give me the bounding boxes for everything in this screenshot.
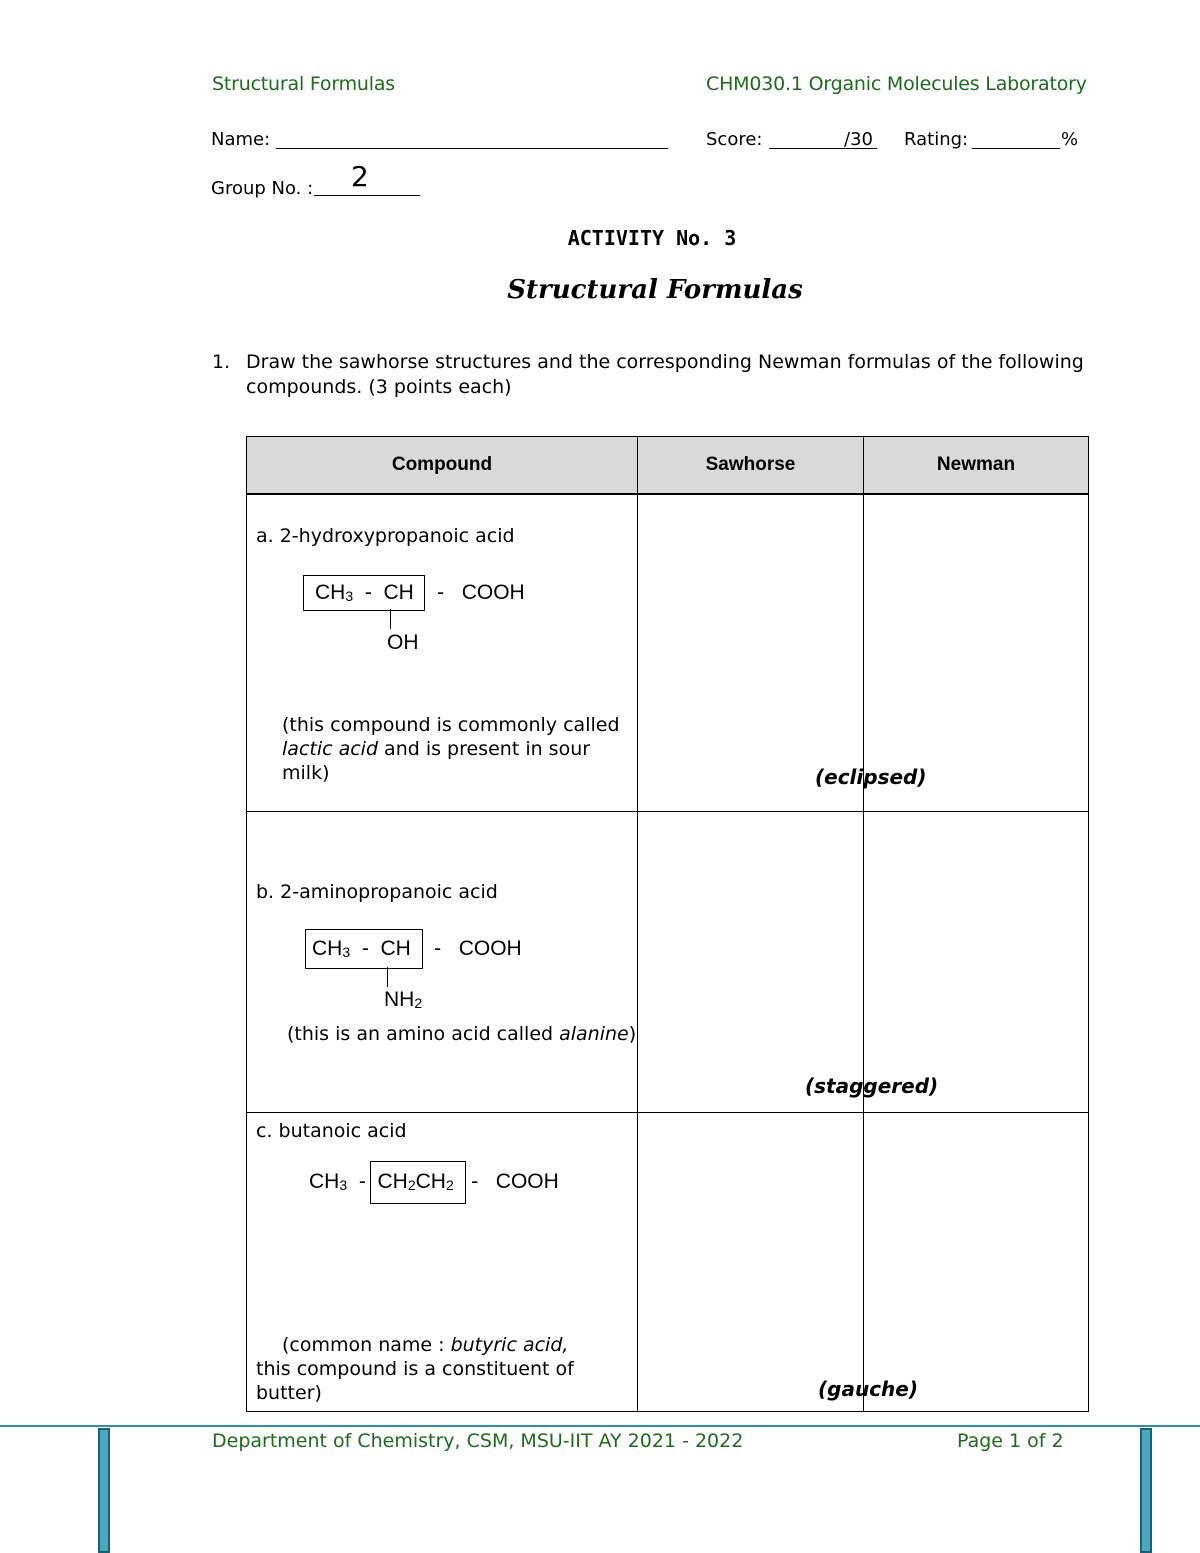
group-label: Group No. : xyxy=(211,178,314,199)
note-c xyxy=(256,1333,637,1405)
formula-branch-b xyxy=(384,988,422,1012)
formula-subscript: 2 xyxy=(445,1177,454,1193)
rating-label: Rating: xyxy=(904,129,969,150)
formula-c xyxy=(309,1170,559,1194)
header-course-topic: Structural Formulas xyxy=(212,73,395,95)
note-b xyxy=(287,1022,636,1046)
formula-cooh: COOH xyxy=(461,581,525,604)
formula-ch: CH xyxy=(383,581,414,604)
sawhorse-cell-a[interactable] xyxy=(638,494,927,812)
compound-name-c: c. butanoic acid xyxy=(256,1120,407,1142)
formula-bond: - xyxy=(471,1170,479,1193)
column-header-compound: Compound xyxy=(247,437,638,495)
formula-subscript: 3 xyxy=(342,944,351,960)
formula-ch2: CH xyxy=(415,1170,446,1193)
header-course-title: CHM030.1 Organic Molecules Laboratory xyxy=(706,73,1087,95)
formula-bond: - xyxy=(361,937,369,960)
footer-page-number: Page 1 of 2 xyxy=(957,1430,1064,1452)
sawhorse-cell-c[interactable] xyxy=(638,1113,918,1412)
formula-cooh: COOH xyxy=(495,1170,559,1193)
question-line-1: Draw the sawhorse structures and the corresponding Newman formulas of the following xyxy=(246,351,1084,373)
compound-name-a: a. 2-hydroxypropanoic acid xyxy=(256,525,515,547)
rating-percent: % xyxy=(1061,129,1079,150)
formula-branch-a: OH xyxy=(387,631,419,654)
note-a-line-1: (this compound is commonly called xyxy=(282,714,620,736)
formula-subscript: 2 xyxy=(414,995,423,1011)
name-field[interactable] xyxy=(276,148,668,149)
table-header-row xyxy=(247,437,1089,495)
table-row xyxy=(247,1113,1089,1412)
name-label: Name: xyxy=(211,129,271,150)
column-header-sawhorse: Sawhorse xyxy=(638,437,864,495)
formula-bond: - xyxy=(358,1170,366,1193)
note-c-line-2: this compound is a constituent of butter) xyxy=(256,1358,574,1404)
note-a-italic: lactic acid xyxy=(282,738,379,760)
compound-table xyxy=(246,436,1089,1412)
compound-cell-a xyxy=(247,494,638,812)
footer-pillar-right xyxy=(1140,1428,1152,1553)
note-c-pre: (common name : xyxy=(282,1334,451,1356)
table-row xyxy=(247,812,1089,1113)
note-b-post: ) xyxy=(628,1023,637,1045)
note-b-italic: alanine xyxy=(559,1023,629,1045)
newman-cell-c[interactable] xyxy=(864,1113,1089,1412)
question-line-2: compounds. (3 points each) xyxy=(246,376,512,398)
formula-ch: CH xyxy=(380,937,411,960)
conformation-label-b: (staggered) xyxy=(805,1074,939,1098)
footer-department: Department of Chemistry, CSM, MSU-IIT AY 2021 - 2022 xyxy=(212,1430,744,1452)
group-field[interactable] xyxy=(314,195,420,196)
column-header-newman: Newman xyxy=(864,437,1089,495)
note-c-line-1 xyxy=(256,1333,637,1357)
formula-ch3: CH xyxy=(309,1170,340,1193)
formula-bond: - xyxy=(437,581,445,604)
formula-ch3: CH xyxy=(315,581,346,604)
note-a-rest: and is present in sour milk) xyxy=(282,738,591,784)
newman-cell-a[interactable] xyxy=(864,494,1089,812)
formula-subscript: 2 xyxy=(407,1177,416,1193)
sawhorse-cell-b[interactable] xyxy=(638,812,939,1113)
conformation-label-a: (eclipsed) xyxy=(815,765,927,789)
formula-bond: - xyxy=(364,581,372,604)
compound-name-b: b. 2-aminopropanoic acid xyxy=(256,881,498,903)
formula-subscript: 3 xyxy=(339,1177,348,1193)
compound-cell-b xyxy=(247,812,638,1113)
score-label: Score: xyxy=(706,129,763,150)
formula-cooh: COOH xyxy=(458,937,522,960)
formula-b xyxy=(312,937,522,961)
note-a-line-2 xyxy=(282,737,637,785)
footer-rule xyxy=(0,1425,1200,1427)
group-value: 2 xyxy=(351,160,369,193)
table-row xyxy=(247,494,1089,812)
formula-a xyxy=(315,581,525,605)
conformation-label-c: (gauche) xyxy=(818,1377,918,1401)
formula-bond: - xyxy=(434,937,442,960)
formula-subscript: 3 xyxy=(345,588,354,604)
footer-pillar-left xyxy=(98,1428,110,1553)
formula-ch2: CH xyxy=(377,1170,408,1193)
note-a xyxy=(282,713,637,785)
activity-number: ACTIVITY No. 3 xyxy=(567,226,737,250)
formula-branch-bond xyxy=(387,967,388,987)
formula-ch3: CH xyxy=(312,937,343,960)
note-c-italic: butyric acid, xyxy=(450,1334,569,1356)
note-b-pre: (this is an amino acid called xyxy=(287,1023,560,1045)
question-number: 1. xyxy=(212,351,231,373)
formula-branch-bond xyxy=(390,609,391,629)
formula-nh: NH xyxy=(384,988,415,1011)
page-title: Structural Formulas xyxy=(507,275,803,305)
newman-cell-b[interactable] xyxy=(864,812,1089,1113)
score-total: /30 xyxy=(844,129,873,150)
compound-cell-c xyxy=(247,1113,638,1412)
rating-field[interactable] xyxy=(972,148,1060,149)
